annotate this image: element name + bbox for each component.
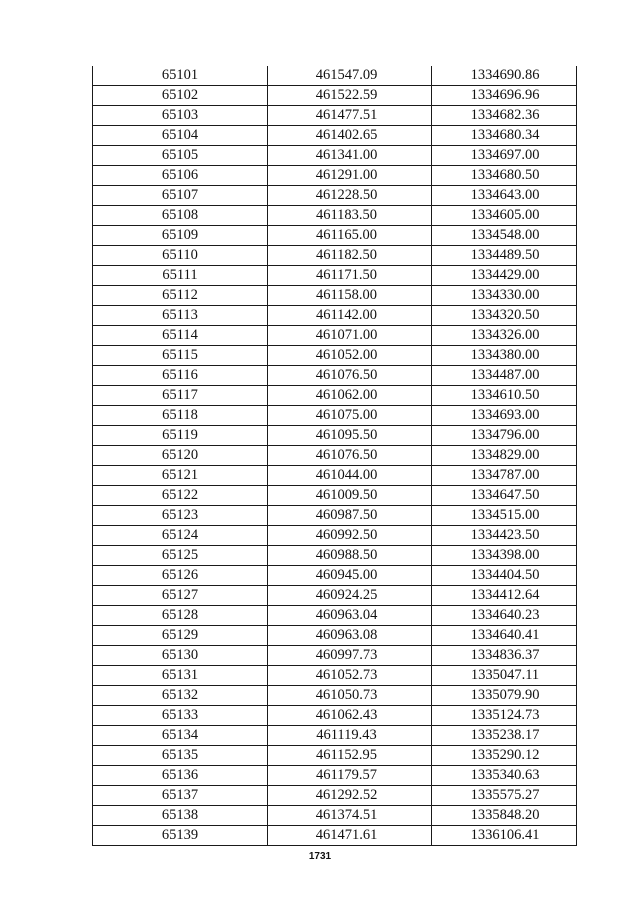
x-coordinate-cell: 460987.50 [268,506,432,526]
page-number: 1731 [308,851,332,862]
x-coordinate-cell: 461522.59 [268,86,432,106]
table-row [93,786,577,806]
x-coordinate-cell: 460924.25 [268,586,432,606]
x-coordinate-cell: 461292.52 [268,786,432,806]
table-row [93,406,577,426]
point-id-cell: 65131 [93,666,268,686]
y-coordinate-cell: 1334404.50 [432,566,577,586]
y-coordinate-cell: 1334412.64 [432,586,577,606]
x-coordinate-cell: 461062.43 [268,706,432,726]
x-coordinate-cell: 461477.51 [268,106,432,126]
table-row [93,266,577,286]
point-id-cell: 65123 [93,506,268,526]
x-coordinate-cell: 461547.09 [268,66,432,86]
y-coordinate-cell: 1334680.50 [432,166,577,186]
table-row [93,646,577,666]
point-id-cell: 65129 [93,626,268,646]
table-row [93,366,577,386]
point-id-cell: 65134 [93,726,268,746]
table-row [93,666,577,686]
y-coordinate-cell: 1335124.73 [432,706,577,726]
point-id-cell: 65120 [93,446,268,466]
point-id-cell: 65117 [93,386,268,406]
point-id-cell: 65122 [93,486,268,506]
point-id-cell: 65116 [93,366,268,386]
x-coordinate-cell: 461119.43 [268,726,432,746]
point-id-cell: 65103 [93,106,268,126]
y-coordinate-cell: 1334796.00 [432,426,577,446]
y-coordinate-cell: 1334605.00 [432,206,577,226]
table-row [93,546,577,566]
table-row [93,106,577,126]
point-id-cell: 65128 [93,606,268,626]
table-row [93,726,577,746]
table-row [93,86,577,106]
x-coordinate-cell: 461158.00 [268,286,432,306]
x-coordinate-cell: 460963.04 [268,606,432,626]
y-coordinate-cell: 1334680.34 [432,126,577,146]
x-coordinate-cell: 461291.00 [268,166,432,186]
y-coordinate-cell: 1334320.50 [432,306,577,326]
table-row [93,746,577,766]
point-id-cell: 65102 [93,86,268,106]
y-coordinate-cell: 1334697.00 [432,146,577,166]
x-coordinate-cell: 461044.00 [268,466,432,486]
point-id-cell: 65132 [93,686,268,706]
point-id-cell: 65105 [93,146,268,166]
point-id-cell: 65111 [93,266,268,286]
point-id-cell: 65109 [93,226,268,246]
x-coordinate-cell: 461009.50 [268,486,432,506]
point-id-cell: 65138 [93,806,268,826]
y-coordinate-cell: 1334643.00 [432,186,577,206]
y-coordinate-cell: 1334423.50 [432,526,577,546]
x-coordinate-cell: 460997.73 [268,646,432,666]
table-row [93,506,577,526]
x-coordinate-cell: 461171.50 [268,266,432,286]
point-id-cell: 65124 [93,526,268,546]
table-row [93,586,577,606]
table-row [93,166,577,186]
x-coordinate-cell: 461142.00 [268,306,432,326]
point-id-cell: 65126 [93,566,268,586]
point-id-cell: 65125 [93,546,268,566]
point-id-cell: 65130 [93,646,268,666]
y-coordinate-cell: 1334690.86 [432,66,577,86]
table-row [93,306,577,326]
x-coordinate-cell: 461471.61 [268,826,432,846]
point-id-cell: 65127 [93,586,268,606]
point-id-cell: 65113 [93,306,268,326]
y-coordinate-cell: 1334610.50 [432,386,577,406]
point-id-cell: 65112 [93,286,268,306]
x-coordinate-cell: 461062.00 [268,386,432,406]
y-coordinate-cell: 1335848.20 [432,806,577,826]
x-coordinate-cell: 461052.73 [268,666,432,686]
table-row [93,206,577,226]
x-coordinate-cell: 461095.50 [268,426,432,446]
x-coordinate-cell: 460963.08 [268,626,432,646]
y-coordinate-cell: 1334696.96 [432,86,577,106]
point-id-cell: 65133 [93,706,268,726]
x-coordinate-cell: 461374.51 [268,806,432,826]
y-coordinate-cell: 1335079.90 [432,686,577,706]
y-coordinate-cell: 1334487.00 [432,366,577,386]
x-coordinate-cell: 461179.57 [268,766,432,786]
x-coordinate-cell: 461182.50 [268,246,432,266]
y-coordinate-cell: 1334429.00 [432,266,577,286]
point-id-cell: 65107 [93,186,268,206]
point-id-cell: 65101 [93,66,268,86]
table-row [93,66,577,86]
y-coordinate-cell: 1334515.00 [432,506,577,526]
point-id-cell: 65121 [93,466,268,486]
x-coordinate-cell: 461183.50 [268,206,432,226]
table-row [93,706,577,726]
x-coordinate-cell: 461050.73 [268,686,432,706]
table-row [93,286,577,306]
y-coordinate-cell: 1334836.37 [432,646,577,666]
table-row [93,126,577,146]
table-row [93,426,577,446]
table-row [93,386,577,406]
point-id-cell: 65114 [93,326,268,346]
point-id-cell: 65119 [93,426,268,446]
y-coordinate-cell: 1335238.17 [432,726,577,746]
table-row [93,466,577,486]
y-coordinate-cell: 1334326.00 [432,326,577,346]
point-id-cell: 65139 [93,826,268,846]
table-row [93,346,577,366]
table-row [93,486,577,506]
x-coordinate-cell: 461071.00 [268,326,432,346]
point-id-cell: 65135 [93,746,268,766]
x-coordinate-cell: 461165.00 [268,226,432,246]
point-id-cell: 65108 [93,206,268,226]
point-id-cell: 65136 [93,766,268,786]
y-coordinate-cell: 1335340.63 [432,766,577,786]
table-row [93,806,577,826]
table-row [93,246,577,266]
table-row [93,826,577,846]
x-coordinate-cell: 461341.00 [268,146,432,166]
table-row [93,226,577,246]
point-id-cell: 65118 [93,406,268,426]
point-id-cell: 65110 [93,246,268,266]
y-coordinate-cell: 1334647.50 [432,486,577,506]
x-coordinate-cell: 461402.65 [268,126,432,146]
y-coordinate-cell: 1334380.00 [432,346,577,366]
x-coordinate-cell: 460992.50 [268,526,432,546]
y-coordinate-cell: 1334330.00 [432,286,577,306]
y-coordinate-cell: 1334398.00 [432,546,577,566]
table-row [93,606,577,626]
x-coordinate-cell: 461076.50 [268,366,432,386]
y-coordinate-cell: 1334640.41 [432,626,577,646]
y-coordinate-cell: 1335575.27 [432,786,577,806]
y-coordinate-cell: 1335047.11 [432,666,577,686]
y-coordinate-cell: 1334640.23 [432,606,577,626]
y-coordinate-cell: 1334829.00 [432,446,577,466]
x-coordinate-cell: 461075.00 [268,406,432,426]
x-coordinate-cell: 461152.95 [268,746,432,766]
x-coordinate-cell: 460988.50 [268,546,432,566]
y-coordinate-cell: 1336106.41 [432,826,577,846]
y-coordinate-cell: 1334548.00 [432,226,577,246]
y-coordinate-cell: 1335290.12 [432,746,577,766]
y-coordinate-cell: 1334489.50 [432,246,577,266]
x-coordinate-cell: 460945.00 [268,566,432,586]
table-row [93,146,577,166]
point-id-cell: 65104 [93,126,268,146]
table-row [93,446,577,466]
table-row [93,686,577,706]
table-row [93,566,577,586]
point-id-cell: 65137 [93,786,268,806]
x-coordinate-cell: 461076.50 [268,446,432,466]
x-coordinate-cell: 461228.50 [268,186,432,206]
table-row [93,186,577,206]
coordinate-table [92,66,577,846]
coordinate-table-body [93,66,577,846]
table-row [93,626,577,646]
point-id-cell: 65106 [93,166,268,186]
y-coordinate-cell: 1334682.36 [432,106,577,126]
point-id-cell: 65115 [93,346,268,366]
y-coordinate-cell: 1334787.00 [432,466,577,486]
table-row [93,526,577,546]
table-row [93,766,577,786]
y-coordinate-cell: 1334693.00 [432,406,577,426]
x-coordinate-cell: 461052.00 [268,346,432,366]
table-row [93,326,577,346]
